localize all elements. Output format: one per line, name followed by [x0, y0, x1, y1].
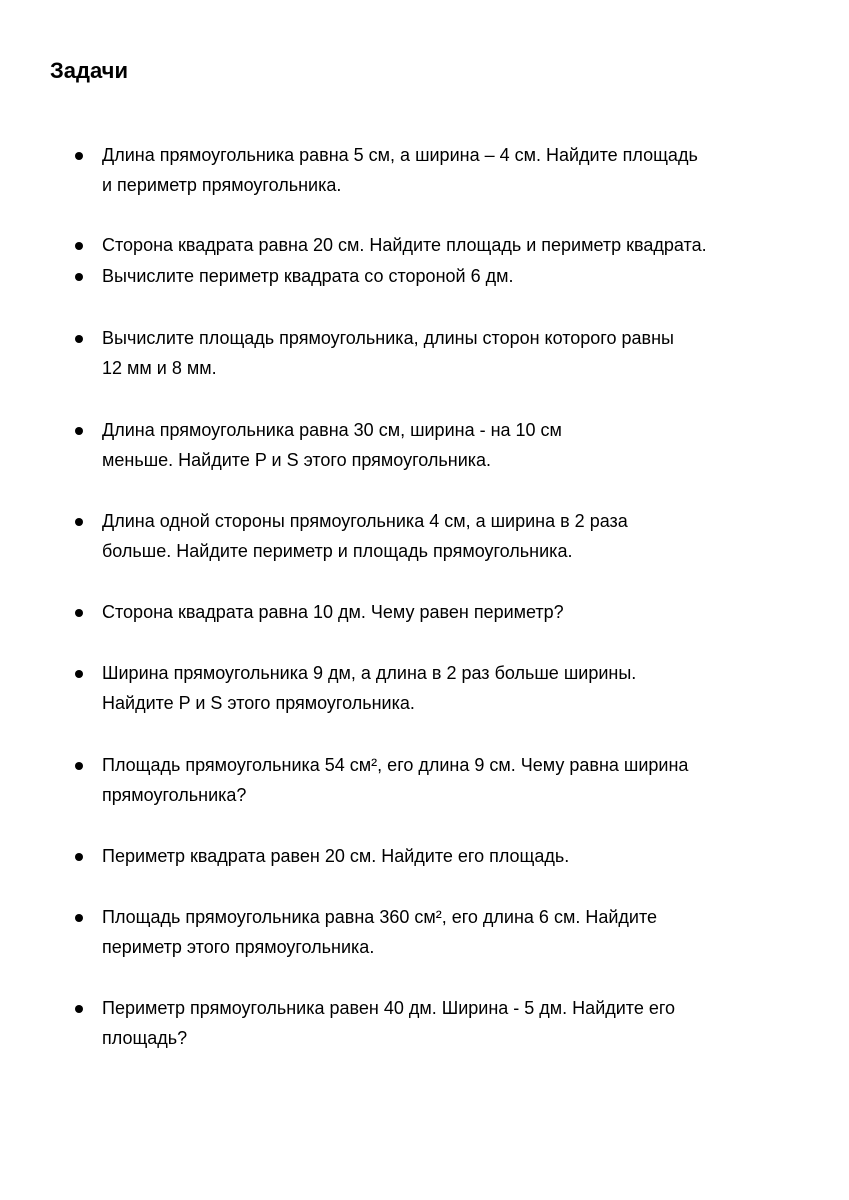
task-text: Периметр прямоугольника равен 40 дм. Ширина - 5 дм. Найдите его площадь? [102, 998, 676, 1048]
task-text: Длина прямоугольника равна 5 см, а ширина – 4 см. Найдите площадь и периметр прямоугольника. [102, 145, 698, 195]
bullet-icon [75, 853, 83, 861]
bullet-icon [75, 670, 83, 678]
task-text: Ширина прямоугольника 9 дм, а длина в 2 раз больше ширины. Найдите P и S этого прямоугольника. [102, 663, 637, 713]
page-title: Задачи [50, 58, 128, 83]
bullet-icon [75, 609, 83, 617]
bullet-icon [75, 427, 83, 435]
task-text: Вычислите периметр квадрата со стороной 6 дм. [102, 266, 514, 286]
bullet-icon [75, 1005, 83, 1013]
bullet-icon [75, 335, 83, 343]
task-text: Сторона квадрата равна 10 дм. Чему равен периметр? [102, 602, 564, 622]
bullet-icon [75, 152, 83, 160]
task-text: Площадь прямоугольника 54 см², его длина 9 см. Чему равна ширина прямоугольника? [102, 755, 689, 805]
bullet-icon [75, 242, 83, 250]
bullet-icon [75, 518, 83, 526]
bullet-icon [75, 762, 83, 770]
task-text: Площадь прямоугольника равна 360 см², его длина 6 см. Найдите периметр этого прямоугольника. [102, 907, 657, 957]
task-text: Длина прямоугольника равна 30 см, ширина - на 10 см меньше. Найдите P и S этого прямоугольника. [102, 420, 562, 470]
task-text: Вычислите площадь прямоугольника, длины сторон которого равны 12 мм и 8 мм. [102, 328, 674, 378]
bullet-icon [75, 273, 83, 281]
task-text: Длина одной стороны прямоугольника 4 см, а ширина в 2 раза больше. Найдите периметр и площадь прямоугольника. [102, 511, 628, 561]
task-text: Периметр квадрата равен 20 см. Найдите его площадь. [102, 846, 570, 866]
bullet-icon [75, 914, 83, 922]
task-text: Сторона квадрата равна 20 см. Найдите площадь и периметр квадрата. [102, 235, 707, 255]
